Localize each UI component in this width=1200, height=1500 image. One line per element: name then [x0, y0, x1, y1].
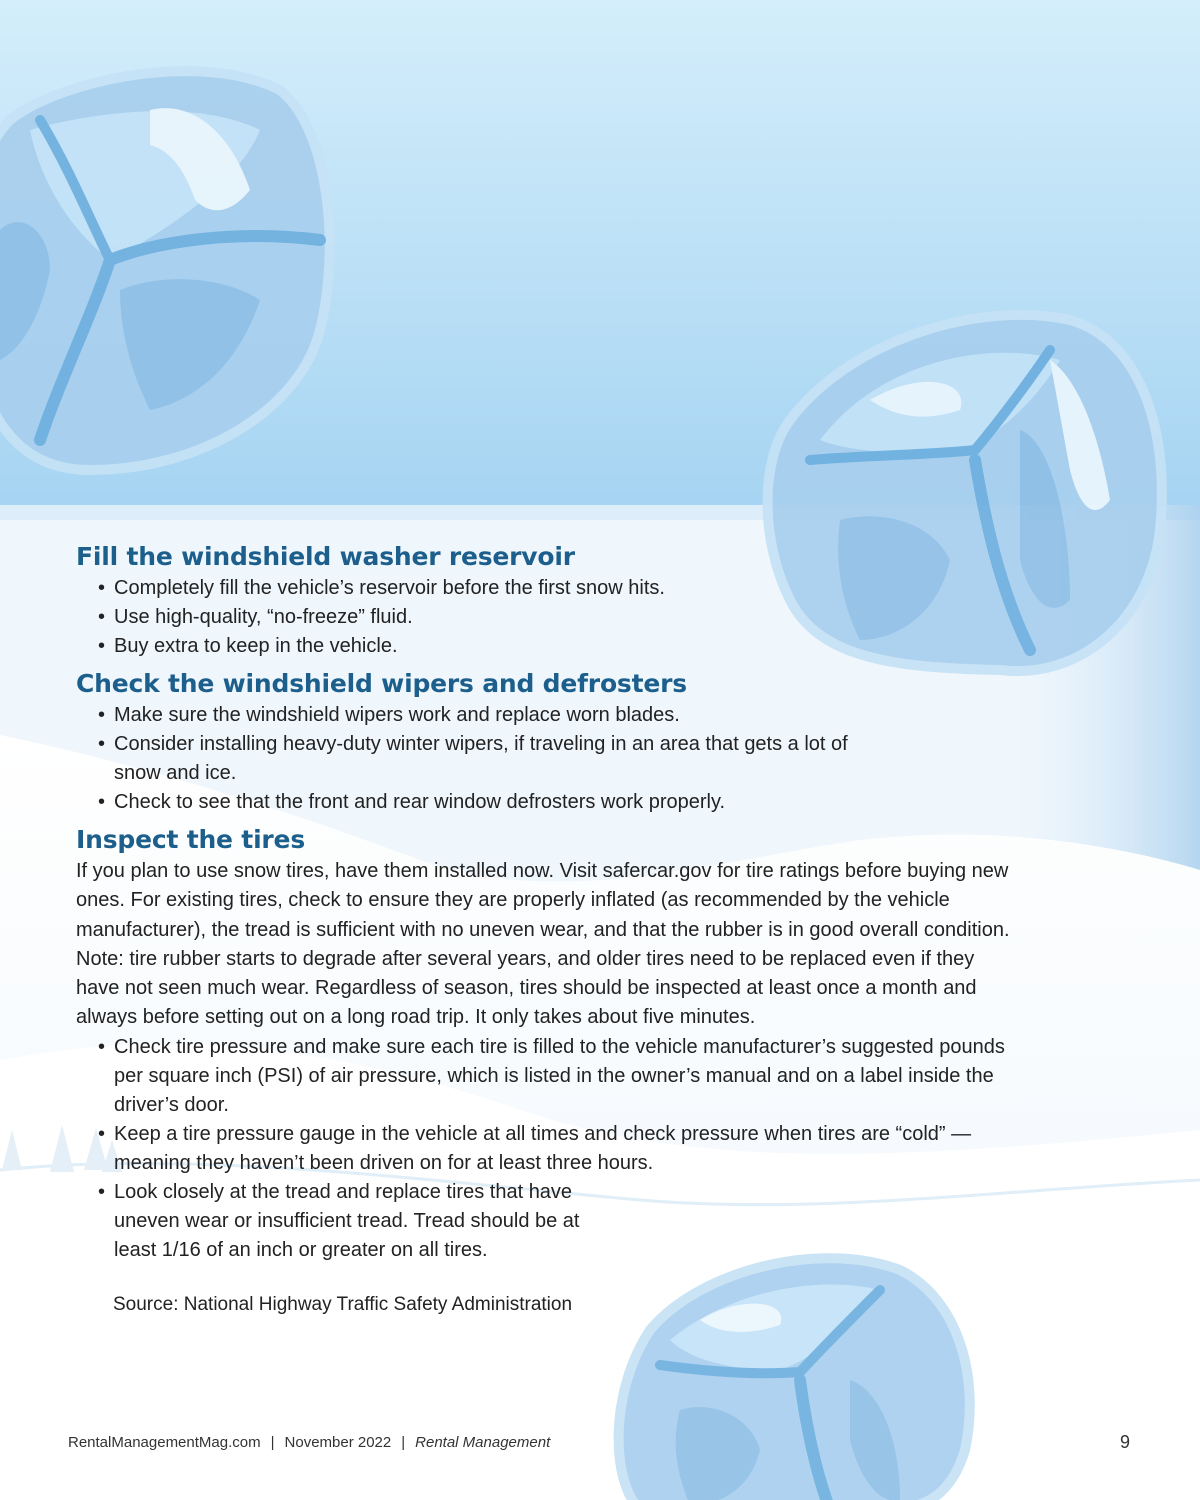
source-credit: Source: National Highway Traffic Safety Administration	[113, 1293, 573, 1315]
section-heading: Check the windshield wipers and defrosters	[76, 669, 687, 698]
footer-separator: |	[270, 1434, 275, 1451]
article-content	[76, 540, 1016, 1319]
footer-date: November 2022	[284, 1434, 392, 1451]
section-inspect-tires	[76, 823, 1016, 1319]
list-item: • Completely fill the vehicle’s reservoir before the first snow hits.	[76, 574, 1016, 603]
page-number: 9	[1120, 1432, 1131, 1452]
section-washer-reservoir	[76, 540, 1016, 661]
page-footer	[68, 1434, 550, 1451]
list-item: • Keep a tire pressure gauge in the vehicle at all times and check pressure when tires are “cold” — meaning they haven’t been driven on for at least three hours.	[76, 1120, 1016, 1178]
list-item: • Make sure the windshield wipers work and replace worn blades.	[76, 701, 896, 730]
section-heading: Fill the windshield washer reservoir	[76, 542, 575, 571]
list-item: • Check tire pressure and make sure each tire is filled to the vehicle manufacturer’s suggested pounds per square inch (PSI) of air pressure, which is listed in the owner’s manual and on a label inside the driver’s door.	[76, 1033, 1016, 1120]
list-item: • Check to see that the front and rear window defrosters work properly.	[76, 788, 896, 817]
section-wipers-defrosters	[76, 667, 1016, 817]
list-item: • Look closely at the tread and replace tires that have uneven wear or insufficient tread. Tread should be at least 1/16 of an inch or greater on all tires.	[76, 1178, 624, 1265]
bullet-list	[76, 574, 1016, 661]
footer-separator: |	[401, 1434, 406, 1451]
section-heading: Inspect the tires	[76, 825, 305, 854]
list-item: • Buy extra to keep in the vehicle.	[76, 632, 1016, 661]
footer-magazine: Rental Management	[415, 1434, 551, 1451]
section-paragraph: If you plan to use snow tires, have them installed now. Visit safercar.gov for tire ratings before buying new ones. For existing tires, check to ensure they are properly inflated (as recommended by the vehicle manufacturer), the tread is sufficient with no uneven wear, and that the rubber is in good overall condition. Note: tire rubber starts to degrade after several years, and older tires need to be replaced even if they have not seen much wear. Regardless of season, tires should be inspected at least once a month and always before setting out on a long road trip. It only takes about five minutes.	[76, 860, 1010, 1029]
bullet-list	[76, 701, 896, 817]
list-item: • Consider installing heavy-duty winter wipers, if traveling in an area that gets a lot of snow and ice.	[76, 730, 896, 788]
footer-site: RentalManagementMag.com	[68, 1434, 261, 1451]
bullet-list	[76, 1033, 1016, 1265]
list-item: • Use high-quality, “no-freeze” fluid.	[76, 603, 1016, 632]
